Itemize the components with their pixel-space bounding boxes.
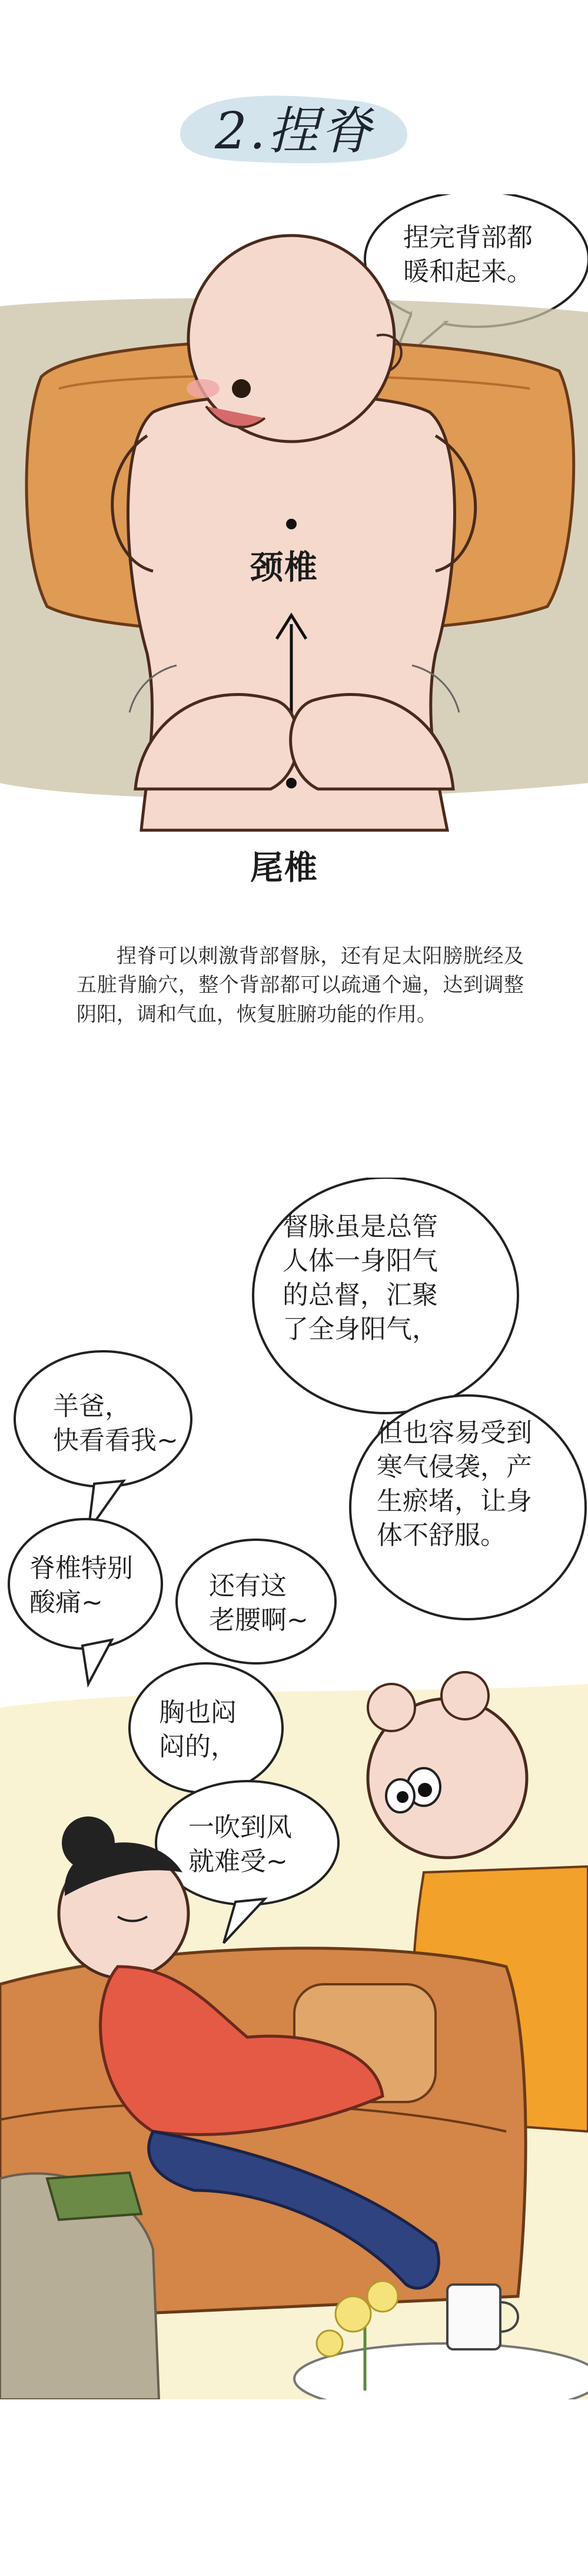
bubble-3-text: 羊爸， 快看看我~ — [53, 1391, 178, 1456]
bubble-5-text: 还有这 老腰啊~ — [209, 1571, 308, 1636]
bubble-2-text: 但也容易受到 寒气侵袭，产 生瘀堵，让身 体不舒服。 — [377, 1418, 532, 1551]
section-title — [171, 82, 418, 171]
explanation-paragraph: 捏脊可以刺激背部督脉，还有足太阳膀胱经及五脏背腧穴，整个背部都可以疏通个遍，达到调整阴阳，调和气血，恢复脏腑功能的作用。 — [77, 944, 524, 1026]
bubble-1-text: 督脉虽是总管 人体一身阳气 的总督，汇聚 了全身阳气， — [283, 1212, 438, 1345]
panel1-speech-text: 捏完背部都 暖和起来。 — [403, 223, 533, 287]
tail-point — [286, 778, 297, 788]
bubble-4-text: 脊椎特别 酸痛~ — [29, 1553, 133, 1618]
bubble-7-text: 一吹到风 就难受~ — [188, 1812, 292, 1877]
neck-point — [286, 519, 297, 529]
sofa-scene-illustration — [0, 1178, 588, 2399]
cup — [447, 2285, 500, 2349]
neck-label: 颈椎 — [250, 548, 318, 587]
book — [47, 2173, 141, 2220]
title-text: 2.捏脊 — [214, 102, 374, 161]
bubble-6-text: 胸也闷 闷的， — [159, 1698, 237, 1762]
tail-label: 尾椎 — [250, 848, 318, 887]
back-massage-illustration — [0, 194, 588, 860]
